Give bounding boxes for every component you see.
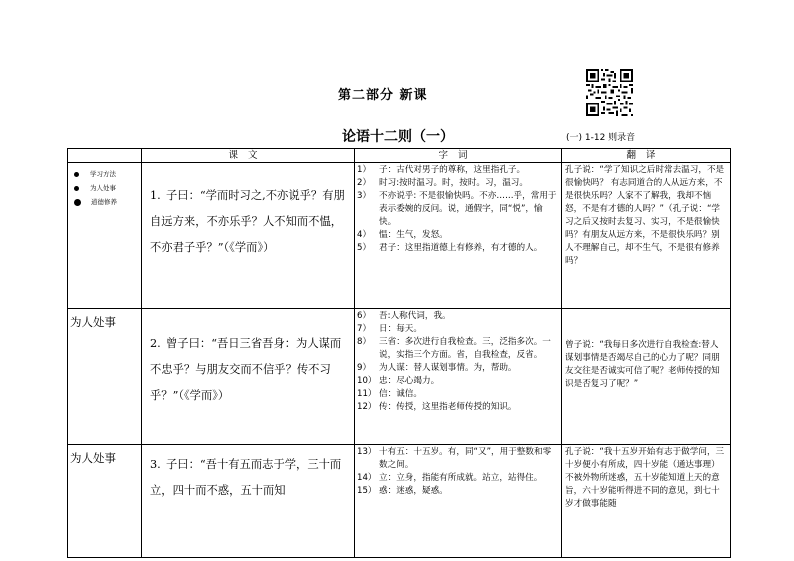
word-notes-list — [355, 445, 561, 498]
word-note: 6） 吾:人称代词，我。 — [357, 311, 451, 321]
translation-text: 孔子说：“我十五岁开始有志于做学问，三十岁便小有所成，四十岁能（通达事理）不被外物所迷惑，五十岁能知道上天的意旨，六十岁能听得进不同的意见，到七十岁才做事能随 — [565, 447, 725, 509]
category-label: 为人处事 — [70, 315, 116, 329]
passage-text: 子曰：“学而时习之,不亦说乎？有朋自远方来，不亦乐乎？人不知而不愠，不亦君子乎？”（《学而》） — [150, 189, 345, 254]
translation-cell — [562, 445, 731, 558]
word-notes-list — [355, 163, 561, 255]
table-header-row — [68, 149, 731, 163]
word-note: 4） 愠：生气，发怒。 — [357, 230, 448, 240]
bullet-icon — [74, 172, 79, 177]
word-note: 14） 立：立身，指能有所成就。站立，站得住。 — [357, 473, 543, 483]
header-text: 课文 — [142, 149, 355, 163]
passage-number: 3. — [150, 458, 161, 471]
table-row — [68, 163, 731, 309]
header-translation: 翻译 — [562, 149, 731, 163]
table-row — [68, 445, 731, 558]
translation-cell — [562, 163, 731, 309]
legend-item: 道德修养 — [74, 195, 141, 209]
legend-item: 学习方法 — [74, 167, 141, 181]
passage-number: 1. — [150, 189, 161, 202]
bullet-icon — [74, 186, 79, 191]
word-notes-list — [355, 309, 561, 414]
bullet-icon — [74, 199, 81, 206]
passage-text: 子曰：“吾十有五而志于学，三十而立，四十而不惑，五十而知 — [150, 458, 342, 497]
table-row — [68, 309, 731, 445]
category-cell — [68, 445, 142, 558]
classic-text-cell — [142, 445, 355, 558]
word-note: 1） 子：古代对男子的尊称，这里指孔子。 — [357, 165, 526, 175]
word-note: 2） 时习:按时温习。时，按时。习，温习。 — [357, 178, 528, 188]
category-legend — [68, 163, 141, 209]
classic-text-cell — [142, 309, 355, 445]
classic-text-cell — [142, 163, 355, 309]
word-note: 15） 惑：迷惑，疑惑。 — [357, 486, 448, 496]
word-note: 12） 传：传授，这里指老师传授的知识。 — [357, 402, 517, 412]
word-notes-cell — [355, 445, 562, 558]
document-title: 论语十二则（一） — [342, 129, 454, 145]
header-words: 字词 — [355, 149, 562, 163]
word-note: 8） 三省：多次进行自我检查。三，泛指多次。一说，实指三个方面。省，自我检查，反省。 — [357, 337, 551, 360]
word-note: 9） 为人谋：替人谋划事情。为，帮助。 — [357, 363, 517, 373]
audio-recording-link[interactable]: (一) 1-12 则录音 — [566, 133, 636, 143]
passage-number: 2. — [150, 337, 161, 350]
word-note: 3） 不亦说乎: 不是很愉快吗。不亦……乎，常用于表示委婉的反问。说，通假字，同“悦”，愉快。 — [357, 191, 557, 227]
legend-item: 为人处事 — [74, 181, 141, 195]
word-note: 7） 日：每天。 — [357, 324, 422, 334]
category-label: 为人处事 — [70, 451, 116, 465]
header-blank — [68, 149, 142, 163]
category-cell — [68, 309, 142, 445]
word-note: 10） 忠：尽心竭力。 — [357, 376, 440, 386]
qr-code-icon[interactable] — [586, 69, 633, 116]
section-title: 第二部分 新课 — [338, 88, 428, 103]
word-note: 13） 十有五：十五岁。有，同“又”，用于整数和零数之间。 — [357, 447, 552, 470]
word-notes-cell — [355, 163, 562, 309]
word-note: 11） 信：诚信。 — [357, 389, 422, 399]
passage-text: 曾子曰：“吾日三省吾身：为人谋而不忠乎？与朋友交而不信乎？传不习乎？”（《学而》） — [150, 337, 342, 402]
word-note: 5） 君子：这里指道德上有修养，有才德的人。 — [357, 243, 543, 253]
category-cell — [68, 163, 142, 309]
word-notes-cell — [355, 309, 562, 445]
translation-text: 曾子说：“我每日多次进行自我检查:替人谋划事情是否竭尽自己的心力了呢？同朋友交往是否诚实可信了呢？老师传授的知识是否复习了呢？” — [565, 340, 720, 389]
translation-cell — [562, 309, 731, 445]
lesson-table — [67, 148, 731, 558]
translation-text: 孔子说：“学了知识之后时常去温习，不是很愉快吗？ 有志同道合的人从远方来，不是很快乐吗？人家不了解我，我却不恼怒，不是有才德的人吗？”（孔子说：“学习之后又按时去复习、实习，不是很愉快吗？有朋友从远方来，不是很快乐吗？别人不理解自己，却不生气，不是很有修养吗？ — [565, 165, 725, 266]
